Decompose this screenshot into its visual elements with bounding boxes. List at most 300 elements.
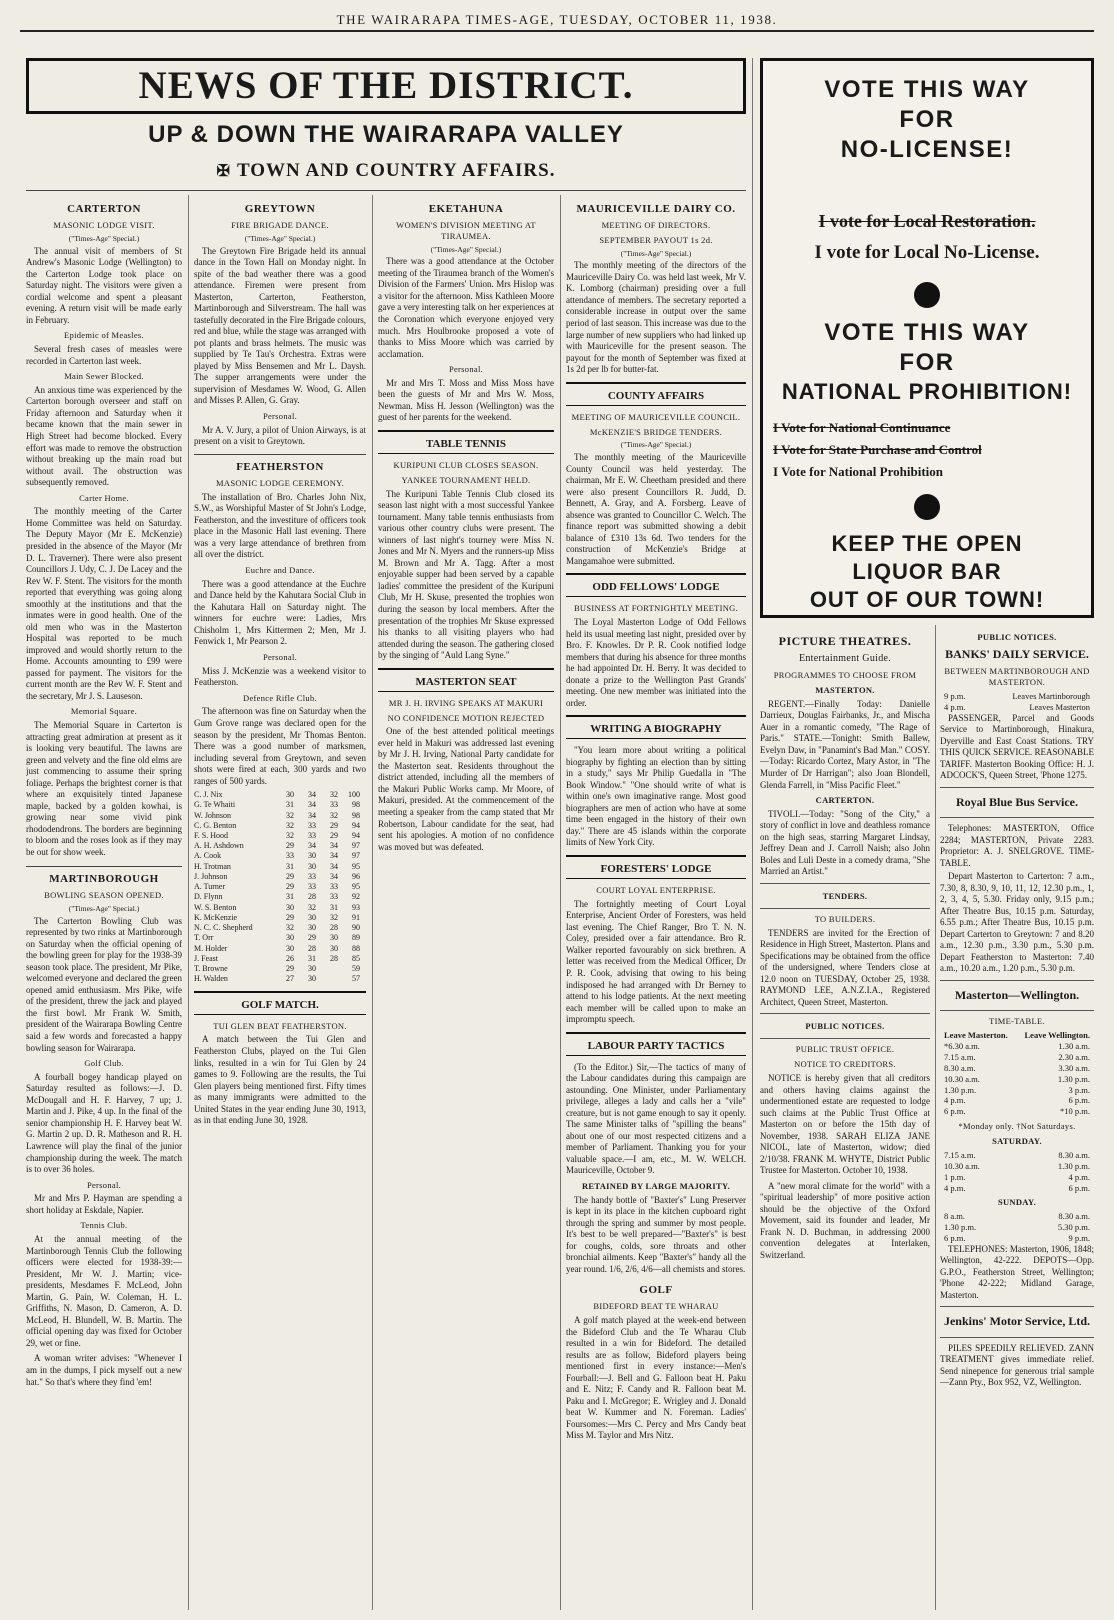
score-cell: 30: [308, 851, 316, 861]
timetable-row: [940, 1183, 1094, 1194]
oddfellows-heading: ODD FELLOWS' LODGE: [566, 573, 746, 597]
banks-text: PASSENGER, Parcel and Goods Service to Martinborough, Hinakura, Dyerville and East Coast Stations. TRY THIS QUICK SERVICE. REASONABLE TARIFF. Masterton Booking Office: H. J. ADCOCK'S, Queen Street, 'Phone 1275.: [940, 712, 1094, 781]
timetable-cell: 7.15 a.m.: [944, 1051, 976, 1062]
timetable-cell: Leaves Martinborough: [1012, 690, 1090, 701]
item-title: MEETING OF DIRECTORS.: [601, 220, 711, 231]
item-title: Golf Club.: [84, 1058, 124, 1069]
headline-box: [26, 58, 746, 114]
ad-struck-vote: I vote for Local Restoration.: [818, 211, 1036, 231]
timetable-cell: 6 p.m.: [1068, 1095, 1090, 1106]
item-text: There was a good attendance at the Euchre and Dance held by the Kahutara Social Club in the Kahutara Hall on Saturday night. The winners for euchre were: Ladies, Mrs Chisholm 1, Mrs Kittermen 2; Men, Mr J. Fenwick 1, Mr Pearson 2.: [194, 578, 366, 647]
carterton-heading: CARTERTON: [67, 203, 141, 215]
timetable-cell: Leaves Masterton: [1029, 701, 1090, 712]
score-cell: 30: [330, 943, 338, 953]
score-cell: M. Holder: [194, 943, 228, 953]
item-subtitle: YANKEE TOURNAMENT HELD.: [401, 474, 531, 485]
score-cell: 30: [308, 974, 316, 984]
timetable-cell: 1 p.m.: [944, 1171, 966, 1182]
column-rule: [935, 625, 936, 1610]
score-row: [194, 944, 366, 954]
item-title: FIRE BRIGADE DANCE.: [231, 220, 329, 231]
item-title: BUSINESS AT FORTNIGHTLY MEETING.: [573, 603, 739, 614]
score-cell: 33: [330, 800, 338, 810]
theatre-text: REGENT.—Finally Today: Danielle Darrieux, Douglas Fairbanks, Jr., and Mischa Auer in a romantic comedy, "The Rage of Paris." STATE.—Tonight: Smith Ballew, Evelyn Daw, in "Panamint's Bad Man." COSY.—Today: Ricardo Cortez, Mary Astor, in "The Murder of Dr Harrigan"; also Joan Blondell, Glenda Farrell, in "Miss Pacific Fleet.": [760, 698, 930, 790]
score-row: [194, 913, 366, 923]
score-cell: 30: [286, 902, 294, 912]
score-cell: 33: [286, 851, 294, 861]
royal-heading: Royal Blue Bus Service.: [956, 794, 1078, 809]
timetable-row: [940, 1052, 1094, 1063]
score-row: [194, 831, 366, 841]
item-subtitle: McKENZIE'S BRIDGE TENDERS.: [589, 426, 723, 437]
headline: NEWS OF THE DISTRICT.: [138, 64, 634, 107]
score-cell: T. Browne: [194, 964, 228, 974]
item-text: Mr and Mrs P. Hayman are spending a short holiday at Eskdale, Napier.: [26, 1193, 182, 1215]
score-cell: 28: [308, 943, 316, 953]
timetable-cell: 8.30 a.m.: [944, 1062, 976, 1073]
theatre-text: TIVOLI.—Today: "Song of the City," a story of conflict in love and deathless romance on the high seas, starring Margaret Lindsay, Jeffrey Dean and J. Carroll Naish; also John Boles and Luli Deste in a comedy drama, "She Married an Artist.": [760, 808, 930, 877]
item-text: Mr A. V. Jury, a pilot of Union Airways, is at present on a visit to Greytown.: [194, 424, 366, 447]
score-cell: 88: [352, 943, 360, 953]
timetable-cell: 10.30 a.m.: [944, 1073, 980, 1084]
item-text: "You learn more about writing a political biography by fighting an election than by sitting in a study," says Mr Philip Guedalla in "The Book Window." "One should write of what is within one's own imaginative range. Most good biographers are men of action who have at some time been engaged in the history of their own day." There are 45 islands within the corporate limits of New York City.: [566, 745, 746, 848]
score-cell: 34: [330, 871, 338, 881]
item-text: At the annual meeting of the Martinborough Tennis Club the following officers were elected for 1938-39:—President, Mr W. J. Martin; vice-presidents, Mesdames F. McLeod, John Martin, G. Pain, W. Coleman, H. L. Griffiths, N. Mason, D. Cameron, A. D. McLeod, H. Blundell, W. B. Martin. The official opening day was fixed for October 29, wet or fine.: [26, 1234, 182, 1348]
score-cell: W. Johnson: [194, 810, 232, 820]
wn-col-head: Leave Masterton.: [944, 1030, 1008, 1041]
item-text: The monthly meeting of the Carter Home Committee was held on Saturday. The Deputy Mayor (Mr E. McKenzie) presided in the absence of the Mayor (Mr D. L. Traverner). There were also present Councillors J. Udy, C. J. De Lacey and the Rev W. F. Stent. The visitors for the month reported that everything was going along smoothly at the institutions and that the inmates were in good health. One of the old men who was in the Masterton Hospital was reported to be much improved and would shortly return to the Home. Accounts amounting to £99 were passed for payment. The visitors for the current month are the Rev W. F. Stent and the secretary, Mr J. S. Lauseson.: [26, 506, 182, 701]
item-text: The Loyal Masterton Lodge of Odd Fellows held its usual meeting last night, presided over by Bro. F. Knowles. Dr P. R. Cook notified lodge members that during his absence for three months he had appointed Dr. H. Berry. It was decided to donate a prize to the Wellington Past Grands' meeting. One new member was initiated into the order.: [566, 617, 746, 708]
score-cell: 32: [286, 923, 294, 933]
theatre-town: CARTERTON.: [815, 795, 875, 806]
ad-line: FOR: [899, 349, 955, 376]
score-cell: 31: [286, 861, 294, 871]
climate-text: A "new moral climate for the world" with a "spiritual leadership" of more positive action should be the objective of the Oxford Movement, said its founder and leader, Mr Frank N. D. Buchman, in addressing 2000 convention delegates at Interlaken, Switzerland.: [760, 1180, 930, 1260]
banks-sub: BETWEEN MARTINBOROUGH AND MASTERTON.: [944, 666, 1090, 688]
column-rule: [560, 195, 561, 1610]
masthead: THE WAIRARAPA TIMES-AGE, TUESDAY, OCTOBER 11, 1938.: [20, 8, 1094, 32]
item-text: Mr and Mrs T. Moss and Miss Moss have been the guests of Mr and Mrs W. Moss, Newman. Miss H. Jesson (Wellington) was the guest of her parents for the weekend.: [378, 377, 554, 423]
column-carterton: [26, 196, 182, 1610]
wn-heading: Masterton—Wellington.: [954, 987, 1080, 1002]
timetable-cell: 3 p.m.: [1068, 1084, 1090, 1095]
score-cell: 91: [352, 912, 360, 922]
timetable-cell: 1.30 p.m.: [1057, 1073, 1090, 1084]
subheadline: UP & DOWN THE WAIRARAPA VALLEY: [148, 121, 624, 148]
rifle-scores-table: [194, 790, 366, 984]
biography-heading: WRITING A BIOGRAPHY: [566, 715, 746, 739]
bullet-icon: [914, 494, 940, 520]
item-text: The fortnightly meeting of Court Loyal Enterprise, Ancient Order of Foresters, was held last evening. The Chief Ranger, Bro T. N. N. Coley, presided over a fair attendance. Bro R. Walker reported favourably on sick brethren. A letter was received from the Medical Officer, Dr P. R. Cook, advising that owing to his being indisposed he had arranged with Dr Berney to attend to his lodge patients. At the next meeting each member will be called upon to make an impromptu speech.: [566, 898, 746, 1025]
item-text: The Greytown Fire Brigade held its annual dance in the Town Hall on Monday night. In spite of the bad weather there was a good attendance. Firemen were present from Masterton, Carterton, Featherston, Martinborough and Silverstream. The hall was tastefully decorated in the Fire Brigade colours, red and blue, while the stage was arranged with pot plants and brass helmets. The music was supplied by Te Tau's Orchestra. Extras were played by Miss Bensemen and Mr L. Daysh. The supper arrangements were under the supervision of Mesdames W. Wood, G. Allen and Misses P. Allen, G. Gray.: [194, 245, 366, 406]
score-cell: H. Trotman: [194, 861, 231, 871]
sat-heading: SATURDAY.: [992, 1136, 1042, 1146]
item-credit: ("Times-Age" Special.): [430, 244, 502, 254]
item-text: A match between the Tui Glen and Featherston Clubs, played on the Tui Glen links, resulted in a win for Tui Glen by 24 games to 9. Following are the results, the Tui Glen players being mentioned first. Fifty times as many immigrants were admitted to the United States in the year ending June 30, 1913, as in that ending June 30, 1928.: [194, 1034, 366, 1126]
timetable-row: [940, 1085, 1094, 1096]
score-cell: 32: [330, 810, 338, 820]
item-title: Defence Rifle Club.: [243, 692, 317, 703]
score-cell: A. Turner: [194, 882, 226, 892]
timetable-row: [940, 1172, 1094, 1183]
item-text: The handy bottle of "Baxter's" Lung Preserver is kept in its place in the kitchen cupboard right through the spring and summer by most people. It's best to be well prepared—"Baxter's" is best for coughs, colds, sore throats and other bronchial ailments. Keep "Baxter's" handy all the year round. 1/6, 2/6, 4/6—all chemists and stores.: [566, 1194, 746, 1274]
score-cell: H. Walden: [194, 974, 228, 984]
theatre-town: MASTERTON.: [815, 685, 875, 696]
score-cell: 98: [352, 800, 360, 810]
timetable-row: [940, 1222, 1094, 1233]
item-title: WOMEN'S DIVISION MEETING AT TIRAUMEA.: [396, 220, 536, 241]
item-title: Personal.: [448, 364, 484, 375]
masterton-seat-heading: MASTERTON SEAT: [378, 668, 554, 692]
timetable-cell: 1.30 p.m.: [944, 1222, 977, 1233]
item-credit: ("Times-Age" Special.): [620, 440, 692, 450]
ad-line: NO-LICENSE!: [840, 136, 1014, 163]
pn-sub: PUBLIC TRUST OFFICE.: [795, 1044, 895, 1055]
timetable-row: [940, 1150, 1094, 1161]
score-cell: 34: [330, 861, 338, 871]
score-cell: 33: [308, 831, 316, 841]
item-title: MEETING OF MAURICEVILLE COUNCIL.: [571, 411, 741, 422]
wn-note: *Monday only. †Not Saturdays.: [958, 1121, 1076, 1132]
score-cell: 29: [330, 831, 338, 841]
score-cell: 32: [330, 912, 338, 922]
score-cell: 57: [352, 974, 360, 984]
column-rule: [188, 195, 189, 1610]
item-text: The Memorial Square in Carterton is attracting great admiration at present as it is looking very beautiful. The lawns are green and velvety and the fine old elms are just commencing to assume their spring foliage. Perhaps the brightest corner is that where an exquisitely tinted Japanese maple, backed by a golden kowhai, is growing near some vivid pink rhododendrons. The borders are beginning to bloom and the roses look as if they may be out for show week.: [26, 720, 182, 857]
public-notices-heading: PUBLIC NOTICES.: [805, 1021, 885, 1032]
score-cell: 31: [330, 902, 338, 912]
score-cell: 32: [286, 831, 294, 841]
score-cell: 28: [308, 892, 316, 902]
sat-timetable: [940, 1150, 1094, 1194]
golf-match-heading: GOLF MATCH.: [194, 991, 366, 1015]
item-title: TUI GLEN BEAT FEATHERSTON.: [213, 1020, 347, 1031]
ad-struck-vote: I Vote for State Purchase and Control: [773, 442, 982, 457]
score-cell: 31: [308, 953, 316, 963]
timetable-cell: 6 p.m.: [1068, 1182, 1090, 1193]
score-cell: 33: [330, 892, 338, 902]
item-text: A golf match played at the week-end between the Bideford Club and the Te Wharau Club resulted in a win for Bideford. The detailed results are as follow, Bideford players being mentioned first in every instance:—Men's Fourball:—J. Bell and G. Falloon beat H. Paku and E. Nitz; F. Candy and R. Falloon beat M. Paku and I. McGregor; E. Wrigley and J. Donald beat W. Kummer and N. Foreman. Ladies' Foursomes:—Mrs C. Percy and Mrs Candy beat Miss M. Taylor and Mrs Nitz.: [566, 1315, 746, 1441]
timetable-row: [940, 691, 1094, 702]
item-subtitle: NO CONFIDENCE MOTION REJECTED: [387, 712, 545, 723]
ad-vote-line: I vote for Local No-License.: [814, 242, 1040, 263]
ad-line: OUT OF OUR TOWN!: [809, 587, 1045, 612]
score-cell: 27: [286, 974, 294, 984]
score-cell: A. H. Ashdown: [194, 841, 244, 851]
majority-heading: RETAINED BY LARGE MAJORITY.: [581, 1180, 731, 1191]
column-rule: [752, 58, 753, 1610]
score-row: [194, 892, 366, 902]
ad-line: KEEP THE OPEN: [831, 531, 1023, 556]
item-title: Personal.: [262, 651, 298, 662]
labour-heading: LABOUR PARTY TACTICS: [566, 1032, 746, 1056]
score-cell: 34: [308, 790, 316, 800]
score-row: [194, 790, 366, 800]
score-cell: 26: [286, 953, 294, 963]
score-cell: 98: [352, 810, 360, 820]
score-cell: 92: [352, 892, 360, 902]
score-row: [194, 933, 366, 943]
score-cell: A. Cook: [194, 851, 222, 861]
featherston-heading: FEATHERSTON: [194, 454, 366, 474]
score-cell: J. Feast: [194, 953, 218, 963]
score-row: [194, 974, 366, 984]
score-cell: 94: [352, 831, 360, 841]
score-row: [194, 862, 366, 872]
eketahuna-heading: EKETAHUNA: [428, 203, 504, 215]
royal-rows: Depart Masterton to Carterton: 7 a.m., 7.30, 8, 8.30, 9, 10, 11, 12, 12.30 p.m., 1, 2, 3, 4, 5, 5.30. Friday only, 9.15 p.m.; After Theatre Bus, 10.15 p.m. Saturday, 6.55 p.m.; After Theatre Bus, 10.15 p.m. Depart Carterton to Greytown: 7 and 8.20 a.m., 12.30 p.m., 3.30 p.m., 5.30 p.m. Depart Featherston to Masterton: 7.40 a.m., 10.20 a.m., 1.20 p.m., 5.30 p.m.: [940, 871, 1094, 974]
wn-timetable: [940, 1041, 1094, 1117]
score-row: [194, 954, 366, 964]
score-row: [194, 872, 366, 882]
timetable-cell: 4 p.m.: [944, 1182, 966, 1193]
jenkins-heading: Jenkins' Motor Service, Ltd.: [943, 1314, 1091, 1329]
timetable-cell: 8.30 a.m.: [1058, 1211, 1090, 1222]
item-text: The installation of Bro. Charles John Nix, S.W., as Worshipful Master of St John's Lodge, Featherston, and the investiture of officers took place in the Masonic Hall last evening. There was a very large attendance of brethren from all over the district.: [194, 491, 366, 560]
item-title: Memorial Square.: [70, 706, 138, 717]
item-text: The monthly meeting of the Mauriceville County Council was held yesterday. The chairman, Mr E. W. Cheetham presided and there were also present Councillors R. Judd, D. Bennett, A. Gray, and A. Forsberg. Leave of absence was granted to Councillor C. Welch. The finance report was submitted showing a debit balance of £310 13s 6d. Two tenders for the construction of McKenzie's Bridge at Mangamahoe were submitted.: [566, 452, 746, 566]
score-row: [194, 841, 366, 851]
score-cell: [316, 964, 338, 974]
timetable-cell: 9 p.m.: [944, 690, 966, 701]
ad-line: VOTE THIS WAY: [824, 319, 1030, 346]
notices-heading: PUBLIC NOTICES.: [977, 632, 1057, 642]
timetable-cell: 10.30 a.m.: [944, 1160, 980, 1171]
score-cell: 32: [330, 790, 338, 800]
item-title: Epidemic of Measles.: [64, 330, 144, 341]
score-cell: 93: [352, 902, 360, 912]
score-cell: D. Flynn: [194, 892, 223, 902]
theatres-heading: PICTURE THEATRES.: [778, 634, 912, 648]
score-cell: 30: [308, 964, 316, 974]
item-text: Miss J. McKenzie was a weekend visitor to Featherston.: [194, 665, 366, 688]
score-cell: C. G. Benton: [194, 820, 237, 830]
tenders-sub: TO BUILDERS.: [814, 913, 876, 924]
score-cell: 29: [286, 964, 294, 974]
item-text: The Carterton Bowling Club was represented by two rinks at Martinborough on Saturday when the official opening of the bowling green for play for the 1938-39 season took place. The president, Mr Pike, welcomed everyone and declared the green opened amid enthusiasm. Mrs Pike, wife of the president, threw the jack and played the first bowl. Mr Frank W. Smith, president of the Wairarapa Bowling Centre said a few words and forecasted a happy bowling season for Wairarapa.: [26, 915, 182, 1053]
section-title-text: TOWN AND COUNTRY AFFAIRS.: [236, 160, 556, 181]
score-cell: 31: [286, 800, 294, 810]
item-credit: ("Times-Age" Special.): [68, 904, 140, 914]
item-title: Carter Home.: [79, 492, 129, 503]
timetable-row: [940, 1063, 1094, 1074]
item-text: (To the Editor.) Sir,—The tactics of many of the Labour candidates during this campaign are astounding. One Minister, under Parliamentary privilege, alleges a lady and calls her a "vile" creature, but is not game enough to say it openly. The same Minister talks of "spilling the beans" about one of our most respected citizens and a member of Parliament. Thanking you for your valuable space.—I am, etc., M. W. WELCH. Mauriceville, October 9.: [566, 1061, 746, 1176]
score-cell: W. S. Benton: [194, 902, 237, 912]
timetable-cell: 3.30 a.m.: [1058, 1062, 1090, 1073]
item-credit: ("Times-Age" Special.): [68, 233, 140, 243]
timetable-cell: 5.30 p.m.: [1057, 1222, 1090, 1233]
score-row: [194, 903, 366, 913]
score-cell: 34: [330, 851, 338, 861]
ad-struck-vote: I Vote for National Continuance: [773, 420, 951, 435]
item-title: Personal.: [86, 1179, 122, 1190]
column-greytown: [194, 196, 366, 1610]
score-cell: 95: [352, 882, 360, 892]
score-cell: K. McKenzie: [194, 912, 238, 922]
timetable-row: [940, 1095, 1094, 1106]
item-title: Main Sewer Blocked.: [64, 371, 144, 382]
timetable-row: [940, 1074, 1094, 1085]
wn-col-head: Leave Wellington.: [1024, 1030, 1090, 1041]
score-cell: 34: [308, 810, 316, 820]
timetable-row: [940, 1106, 1094, 1117]
score-cell: 30: [330, 933, 338, 943]
tenders-heading: TENDERS.: [822, 891, 868, 901]
score-cell: 29: [330, 820, 338, 830]
ad-line: FOR: [899, 106, 955, 133]
score-row: [194, 800, 366, 810]
item-title: BIDEFORD BEAT TE WHARAU: [593, 1301, 719, 1312]
piles-text: PILES SPEEDILY RELIEVED. ZANN TREATMENT gives immediate relief. Send ninepence for generous trial sample—Zann Pty., Box 952, VZ, Wellington.: [940, 1342, 1094, 1388]
item-text: A woman writer advises: "Whenever I am in the dumps, I pick myself out a new hat." So that's where they find 'em!: [26, 1353, 182, 1387]
golf-heading: GOLF: [639, 1284, 673, 1297]
section-divider: [26, 190, 746, 191]
ad-line: NATIONAL PROHIBITION!: [781, 379, 1073, 404]
score-cell: F. S. Hood: [194, 831, 229, 841]
timetable-cell: *6.30 a.m.: [944, 1041, 980, 1051]
timetable-cell: 4 p.m.: [944, 701, 966, 712]
score-cell: 30: [308, 923, 316, 933]
score-cell: T. Orr: [194, 933, 214, 943]
foresters-heading: FORESTERS' LODGE: [566, 855, 746, 879]
score-cell: 29: [286, 912, 294, 922]
timetable-cell: *10 p.m.: [1060, 1106, 1090, 1117]
bullet-icon: [914, 282, 940, 308]
score-cell: 32: [308, 902, 316, 912]
table-tennis-heading: TABLE TENNIS: [378, 430, 554, 454]
item-title: BOWLING SEASON OPENED.: [44, 890, 164, 901]
item-title: MASONIC LODGE CEREMONY.: [216, 477, 344, 488]
item-text: A fourball bogey handicap played on Saturday resulted as follows:—J. D. McDougall and H. F. Harvey, 7 up; J. Martin and J. Pike, 4 up. In the final of the senior championship H. F. Harvey beat W. G. Martin 2 up. D. R. Matheson and R. H. Lawrence will play the final of the junior championship during the week. The match is to over 36 holes.: [26, 1071, 182, 1175]
item-credit: ("Times-Age" Special.): [620, 248, 692, 258]
item-credit: ("Times-Age" Special.): [244, 233, 316, 243]
timetable-row: [940, 1211, 1094, 1222]
score-cell: 29: [286, 871, 294, 881]
ad-line: VOTE THIS WAY: [824, 76, 1030, 103]
timetable-cell: 1.30 p.m.: [1057, 1160, 1090, 1171]
theatres-sub: Entertainment Guide.: [798, 653, 892, 665]
score-cell: 95: [352, 861, 360, 871]
item-text: The afternoon was fine on Saturday when the Gum Grove range was declared open for the season by the president, Mr Thomas Benton. There was a good number of marksmen, including several from Greytown, and seven shots were fired at each, 300 yards and two ranges of 500 yards.: [194, 706, 366, 786]
item-title: KURIPUNI CLUB CLOSES SEASON.: [393, 460, 539, 471]
item-text: There was a good attendance at the October meeting of the Tiraumea branch of the Women's Division of the Farmers' Union. Mrs Hislop was a visitor for the afternoon. Miss Kathleen Moore gave a very interesting talk on her experiences at the Coronation which everyone enjoyed very much. Mrs Houlbrooke proposed a vote of thanks to Miss Moore which was carried by acclamation.: [378, 256, 554, 359]
item-text: The Kuripuni Table Tennis Club closed its season last night with a most successful Yankee tournament. Many table tennis enthusiasts from various other country clubs were present. The winners of last night's tourney were Miss N. Jones and Mr N. Myers and the runners-up Miss M. Brown and Mr A. Tagg. After a most enjoyable supper had been served by a capable ladies' committee the president of the Kuripuni Club, Mr H. Skuse, presented the trophies won during the season by local members. After the presentation of the trophies Mr Skuse expressed his thanks to all visiting players who had attended during the season. The gathering closed by the singing of "Auld Lang Syne.": [378, 488, 554, 661]
score-cell: 97: [352, 851, 360, 861]
ad-vote-line: I Vote for National Prohibition: [773, 464, 943, 479]
timetable-cell: 6 p.m.: [944, 1106, 966, 1117]
martinborough-heading: MARTINBOROUGH: [26, 866, 182, 886]
vote-advertisement: [760, 58, 1094, 618]
ad-line: LIQUOR BAR: [852, 559, 1002, 584]
score-cell: 29: [308, 933, 316, 943]
item-title: MASONIC LODGE VISIT.: [53, 220, 155, 231]
score-cell: 32: [286, 820, 294, 830]
sun-timetable: [940, 1211, 1094, 1244]
royal-text: Telephones: MASTERTON, Office 2284; MASTERTON, Private 2283. Proprietor: A. J. SNELGROVE. TIME-TABLE.: [940, 823, 1094, 868]
column-rule: [372, 195, 373, 1610]
star-icon: ✠: [216, 163, 231, 180]
score-cell: 85: [352, 953, 360, 963]
timetable-cell: 4 p.m.: [1068, 1171, 1090, 1182]
banks-heading: BANKS' DAILY SERVICE.: [945, 646, 1089, 661]
score-cell: G. Te Whaiti: [194, 800, 236, 810]
timetable-cell: 6 p.m.: [944, 1233, 966, 1243]
greytown-heading: GREYTOWN: [244, 203, 316, 215]
score-cell: 29: [286, 841, 294, 851]
timetable-row: [940, 1233, 1094, 1244]
score-cell: 28: [330, 923, 338, 933]
score-row: [194, 811, 366, 821]
score-cell: 28: [330, 953, 338, 963]
banks-timetable: [940, 691, 1094, 713]
score-cell: 30: [308, 912, 316, 922]
item-text: An anxious time was experienced by the Carterton borough overseer and staff on Friday afternoon and Saturday when it became known that the main sewer in High Street had become blocked. Every effort was made to remove the obstruction without breaking up the main road but without avail. The obstruction was subsequently removed.: [26, 384, 182, 488]
score-cell: 29: [286, 882, 294, 892]
section-title: [26, 160, 746, 182]
timetable-cell: 4 p.m.: [944, 1095, 966, 1106]
item-title: COURT LOYAL ENTERPRISE.: [596, 885, 716, 896]
score-cell: 96: [352, 871, 360, 881]
score-cell: 34: [308, 800, 316, 810]
score-cell: 30: [286, 943, 294, 953]
score-cell: 30: [308, 861, 316, 871]
column-notices: [940, 628, 1094, 1610]
timetable-cell: 8 a.m.: [944, 1211, 966, 1222]
score-cell: 34: [330, 841, 338, 851]
score-row: [194, 923, 366, 933]
timetable-cell: 2.30 a.m.: [1058, 1051, 1090, 1062]
score-cell: 33: [308, 820, 316, 830]
item-text: The annual visit of members of St Andrew's Masonic Lodge (Wellington) to the Carterton Lodge took place on Saturday night. The visitors were given a cordial welcome and spent a pleasant evening. A return visit will be made early in February.: [26, 245, 182, 325]
timetable-row: [940, 1041, 1094, 1052]
column-theatres: [760, 628, 930, 1610]
score-cell: 33: [330, 882, 338, 892]
score-cell: 34: [308, 841, 316, 851]
score-row: [194, 964, 366, 974]
score-cell: 31: [286, 892, 294, 902]
item-title: Tennis Club.: [80, 1220, 128, 1231]
score-cell: J. Johnson: [194, 871, 228, 881]
timetable-cell: 8.30 a.m.: [1058, 1149, 1090, 1160]
sun-heading: SUNDAY.: [997, 1197, 1037, 1208]
item-title: MR J. H. IRVING SPEAKS AT MAKURI: [388, 697, 544, 708]
score-row: [194, 851, 366, 861]
score-cell: 30: [286, 933, 294, 943]
score-cell: 59: [352, 964, 360, 974]
dairy-heading: MAURICEVILLE DAIRY CO.: [576, 203, 736, 215]
timetable-cell: 1.30 p.m.: [944, 1084, 977, 1095]
timetable-row: [940, 1161, 1094, 1172]
item-title: Personal.: [262, 410, 298, 421]
score-cell: 100: [348, 790, 360, 800]
pn-sub2: NOTICE TO CREDITORS.: [794, 1059, 896, 1070]
score-cell: 32: [286, 810, 294, 820]
score-cell: 33: [308, 882, 316, 892]
item-text: One of the best attended political meetings ever held in Makuri was addressed last evening by Mr J. H. Irving, National Party candidate for the Masterton seat. Residents throughout the district attended, including all the members of the Makuri Public Works camp. Mr Moore, of Makuri, presided. At the commencement of the meeting a speaker from the camp stated that Mr Robertson, Labour candidate for the seat, had sent his apologies. A motion of no confidence was moved but was defeated.: [378, 726, 554, 852]
score-cell: 33: [308, 871, 316, 881]
tele-text: TELEPHONES: Masterton, 1906, 1848; Wellington, 42-222. DEPOTS—Opp. G.P.O., Featherston Street, Wellington; 'Phone 42-222; Midland Garage, Masterton.: [940, 1243, 1094, 1300]
score-cell: [316, 974, 338, 984]
county-heading: COUNTY AFFAIRS: [566, 382, 746, 406]
item-text: Several fresh cases of measles were recorded in Carterton last week.: [26, 344, 182, 366]
wn-sub: TIME-TABLE.: [989, 1016, 1045, 1027]
score-cell: 97: [352, 841, 360, 851]
pn-text: NOTICE is hereby given that all creditors and others having claims against the undermentioned estate are requested to lodge such claims at the Public Trust Office at Masterton on or before the 15th day of November, 1938. SARAH ELIZA JANE NICOL, late of Masterton, widow; died 2/10/38. FRANK M. WHYTE, District Public Trustee for Masterton. October 10, 1938.: [760, 1072, 930, 1176]
column-dairy: [566, 196, 746, 1610]
score-cell: 30: [286, 790, 294, 800]
timetable-cell: 7.15 a.m.: [944, 1149, 976, 1160]
item-title: Euchre and Dance.: [245, 564, 315, 575]
